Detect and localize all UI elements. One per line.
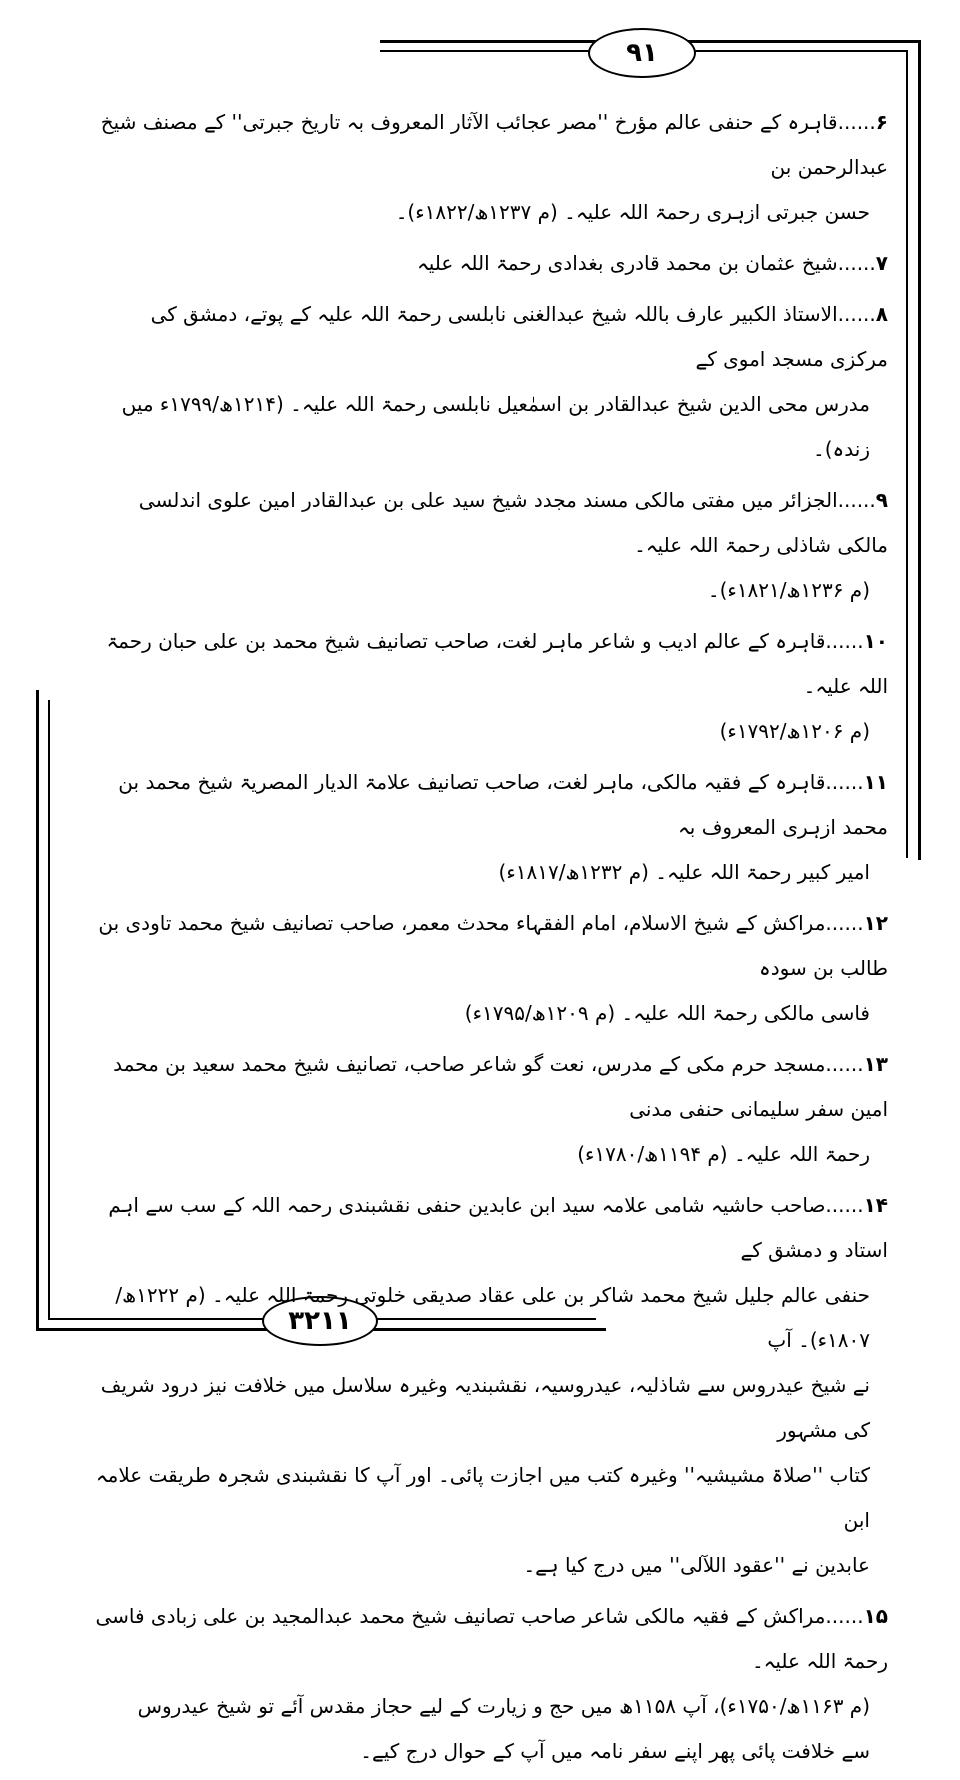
entry-text: عابدین نے ''عقود اللآلی'' میں درج کیا ہے۔ <box>523 1553 870 1577</box>
entry-line <box>88 709 888 754</box>
entry-6 <box>88 100 888 235</box>
entry-text: الجزائر میں مفتی مالکی مسند مجدد شیخ سید علی بن عبدالقادر امین علوی اندلسی مالکی شاذلی رحمۃ اللہ علیہ۔ <box>138 488 888 557</box>
entry-line <box>88 1543 888 1588</box>
entry-number: ۱۱ <box>863 770 888 794</box>
entry-dots: ...... <box>825 770 864 794</box>
entry-line <box>88 1132 888 1177</box>
frame-left-line-outer <box>36 690 39 1330</box>
entry-line <box>88 1273 888 1363</box>
entry-number: ۱۰ <box>863 629 888 653</box>
entry-dots: ...... <box>837 251 876 275</box>
entry-dots: ...... <box>825 629 864 653</box>
entry-line <box>88 382 888 472</box>
entry-line <box>88 1363 888 1453</box>
entry-dots: ...... <box>837 302 876 326</box>
entry-text: مدرس محی الدین شیخ عبدالقادر بن اسمٰعیل نابلسی رحمۃ اللہ علیہ۔ (۱۲۱۴ھ/۱۷۹۹ء میں زندہ)۔ <box>121 392 870 461</box>
entry-number: ۶ <box>875 110 888 134</box>
entry-text: فاسی مالکی رحمۃ اللہ علیہ۔ (م ۱۲۰۹ھ/۱۷۹۵ء) <box>464 1001 870 1025</box>
entry-line <box>88 1042 888 1132</box>
entry-10 <box>88 619 888 754</box>
entry-9 <box>88 478 888 613</box>
entry-text: مسجد حرم مکی کے مدرس، نعت گو شاعر صاحب، تصانیف شیخ محمد سعید بن محمد امین سفر سلیمانی حنفی مدنی <box>113 1052 888 1121</box>
entry-line <box>88 1453 888 1543</box>
entry-14 <box>88 1183 888 1588</box>
frame-right-line-outer <box>918 40 921 860</box>
entry-dots: ...... <box>825 1193 864 1217</box>
entry-line <box>88 190 888 235</box>
entry-text: سے خلافت پائی پھر اپنے سفر نامہ میں آپ کے حوال درج کیے۔ <box>360 1739 870 1763</box>
entry-text: (م ۱۲۰۶ھ/۱۷۹۲ء) <box>719 719 870 743</box>
entry-line <box>88 1594 888 1684</box>
entry-8 <box>88 292 888 472</box>
entry-text: قاہرہ کے عالم ادیب و شاعر ماہر لغت، صاحب تصانیف شیخ محمد بن علی حبان رحمۃ اللہ علیہ۔ <box>106 629 888 698</box>
entry-text: حنفی عالم جلیل شیخ محمد شاکر بن علی عقاد صدیقی خلوتی رحمۃ اللہ علیہ۔ (م ۱۲۲۲ھ/۱۸۰۷ء)۔ آپ <box>115 1283 870 1352</box>
entry-number: ۷ <box>875 251 888 275</box>
entry-text: مراکش کے شیخ الاسلام، امام الفقہاء محدث معمر، صاحب تصانیف شیخ محمد تاودی بن طالب بن سودہ <box>98 911 888 980</box>
entry-text: (م ۱۲۳۶ھ/۱۸۲۱ء)۔ <box>707 578 870 602</box>
entry-text: شیخ عثمان بن محمد قادری بغدادی رحمۃ اللہ علیہ <box>416 251 838 275</box>
entry-number: ۱۲ <box>863 911 888 935</box>
bottom-page-number-text: ۳۲۱۱ <box>288 1306 352 1336</box>
top-page-number <box>588 28 696 78</box>
entry-12 <box>88 901 888 1036</box>
entry-11 <box>88 760 888 895</box>
entry-line <box>88 850 888 895</box>
entry-line <box>88 568 888 613</box>
entry-text: رحمۃ اللہ علیہ۔ (م ۱۱۹۴ھ/۱۷۸۰ء) <box>577 1142 870 1166</box>
entry-line <box>88 478 888 568</box>
entry-line <box>88 760 888 850</box>
entry-text: قاہرہ کے حنفی عالم مؤرخ ''مصر عجائب الآثار المعروف بہ تاریخ جبرتی'' کے مصنف شیخ عبدالرحمن بن <box>100 110 888 179</box>
entry-text: نے شیخ عیدروس سے شاذلیہ، عیدروسیہ، نقشبندیہ وغیرہ سلاسل میں خلافت نیز درود شریف کی مشہور <box>100 1373 870 1442</box>
entry-line <box>88 901 888 991</box>
entry-13 <box>88 1042 888 1177</box>
entry-line <box>88 1729 888 1774</box>
entry-line <box>88 1183 888 1273</box>
entry-number: ۱۴ <box>863 1193 888 1217</box>
entry-dots: ...... <box>825 911 864 935</box>
entry-15 <box>88 1594 888 1774</box>
frame-left-line-inner <box>48 700 50 1320</box>
entry-line <box>88 100 888 190</box>
entry-dots: ...... <box>825 1604 864 1628</box>
entry-text: کتاب ''صلاۃ مشیشیہ'' وغیرہ کتب میں اجازت پائی۔ اور آپ کا نقشبندی شجرہ طریقت علامہ ابن <box>95 1463 870 1532</box>
entry-line <box>88 619 888 709</box>
entry-text: (م ۱۱۶۳ھ/۱۷۵۰ء)، آپ ۱۱۵۸ھ میں حج و زیارت کے لیے حجاز مقدس آئے تو شیخ عیدروس <box>137 1694 870 1718</box>
entry-dots: ...... <box>837 488 876 512</box>
entry-text: امیر کبیر رحمۃ اللہ علیہ۔ (م ۱۲۳۲ھ/۱۸۱۷ء) <box>498 860 870 884</box>
entry-text: الاستاذ الکبیر عارف باللہ شیخ عبدالغنی نابلسی رحمۃ اللہ علیہ کے پوتے، دمشق کی مرکزی مسجد اموی کے <box>150 302 888 371</box>
entry-line <box>88 292 888 382</box>
entry-line <box>88 1684 888 1729</box>
entry-text: مراکش کے فقیہ مالکی شاعر صاحب تصانیف شیخ محمد عبدالمجید بن علی زبادی فاسی رحمۃ اللہ علیہ۔ <box>95 1604 888 1673</box>
frame-right-line-inner <box>906 50 908 858</box>
entry-number: ۱۵ <box>863 1604 888 1628</box>
entry-line <box>88 241 888 286</box>
entry-text: صاحب حاشیہ شامی علامہ سید ابن عابدین حنفی نقشبندی رحمہ اللہ کے سب سے اہم استاد و دمشق کے <box>108 1193 888 1262</box>
entry-dots: ...... <box>825 1052 864 1076</box>
entry-number: ۱۳ <box>863 1052 888 1076</box>
top-page-number-text: ۹۱ <box>626 38 658 68</box>
entry-text: قاہرہ کے فقیہ مالکی، ماہر لغت، صاحب تصانیف علامۃ الدیار المصریۃ شیخ محمد بن محمد ازہری المعروف بہ <box>118 770 888 839</box>
entry-dots: ...... <box>837 110 876 134</box>
entry-line <box>88 991 888 1036</box>
entry-text: حسن جبرتی ازہری رحمۃ اللہ علیہ۔ (م ۱۲۳۷ھ/۱۸۲۲ء)۔ <box>395 200 870 224</box>
entry-number: ۹ <box>875 488 888 512</box>
entries-list <box>88 100 888 1780</box>
entry-number: ۸ <box>875 302 888 326</box>
entry-7 <box>88 241 888 286</box>
